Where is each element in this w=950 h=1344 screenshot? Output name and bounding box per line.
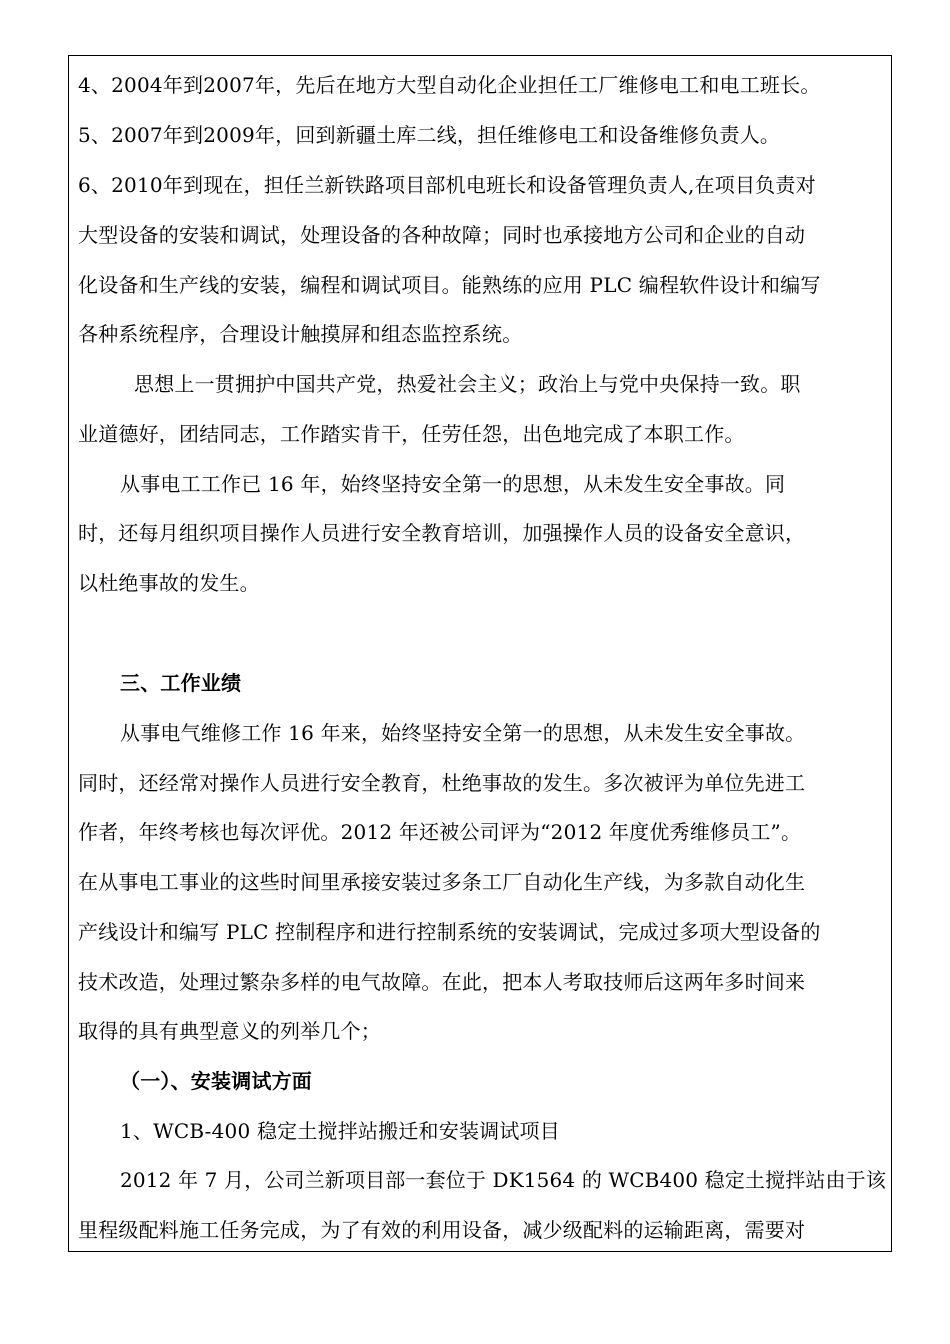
text-line: 5、2007年到2009年，回到新疆土库二线，担任维修电工和设备维修负责人。 — [78, 123, 781, 147]
text-line: 6、2010年到现在，担任兰新铁路项目部机电班长和设备管理负责人,在项目负责对 — [78, 173, 816, 197]
text-line: 业道德好，团结同志，工作踏实肯干，任劳任怨，出色地完成了本职工作。 — [78, 422, 745, 446]
text-line: 4、2004年到2007年，先后在地方大型自动化企业担任工厂维修电工和电工班长。 — [78, 73, 821, 97]
text-line: 以杜绝事故的发生。 — [78, 571, 260, 595]
text-line: 各种系统程序，合理设计触摸屏和组态监控系统。 — [78, 322, 523, 346]
item-heading: 1、WCB-400 稳定土搅拌站搬迁和安装调试项目 — [120, 1119, 560, 1143]
paragraph-first-line: 2012 年 7 月，公司兰新项目部一套位于 DK1564 的 WCB400 稳定土搅拌站由于该 — [120, 1168, 886, 1192]
paragraph-first-line: 从事电工工作已 16 年，始终坚持安全第一的思想，从未发生安全事故。同 — [120, 472, 786, 496]
text-line: 里程级配料施工任务完成，为了有效的利用设备，减少级配料的运输距离，需要对 — [78, 1218, 806, 1242]
text-line: 时，还每月组织项目操作人员进行安全教育培训，加强操作人员的设备安全意识， — [78, 521, 806, 545]
text-line: 化设备和生产线的安装，编程和调试项目。能熟练的应用 PLC 编程软件设计和编写 — [78, 273, 821, 297]
text-line: 取得的具有典型意义的列举几个； — [78, 1019, 381, 1043]
section-heading: 三、工作业绩 — [120, 671, 242, 695]
text-line: 产线设计和编写 PLC 控制程序和进行控制系统的安装调试，完成过多项大型设备的 — [78, 920, 821, 944]
paragraph-first-line: 思想上一贯拥护中国共产党，热爱社会主义；政治上与党中央保持一致。职 — [134, 372, 801, 396]
text-line: 技术改造，处理过繁杂多样的电气故障。在此，把本人考取技师后这两年多时间来 — [78, 970, 806, 994]
subsection-heading: （一）、安装调试方面 — [120, 1069, 312, 1093]
text-line: 作者，年终考核也每次评优。2012 年还被公司评为“2012 年度优秀维修员工”。 — [78, 820, 802, 844]
text-line: 在从事电工事业的这些时间里承接安装过多条工厂自动化生产线，为多款自动化生 — [78, 870, 806, 894]
text-line: 同时，还经常对操作人员进行安全教育，杜绝事故的发生。多次被评为单位先进工 — [78, 771, 806, 795]
paragraph-first-line: 从事电气维修工作 16 年来，始终坚持安全第一的思想，从未发生安全事故。 — [120, 721, 806, 745]
text-line: 大型设备的安装和调试，处理设备的各种故障；同时也承接地方公司和企业的自动 — [78, 223, 806, 247]
